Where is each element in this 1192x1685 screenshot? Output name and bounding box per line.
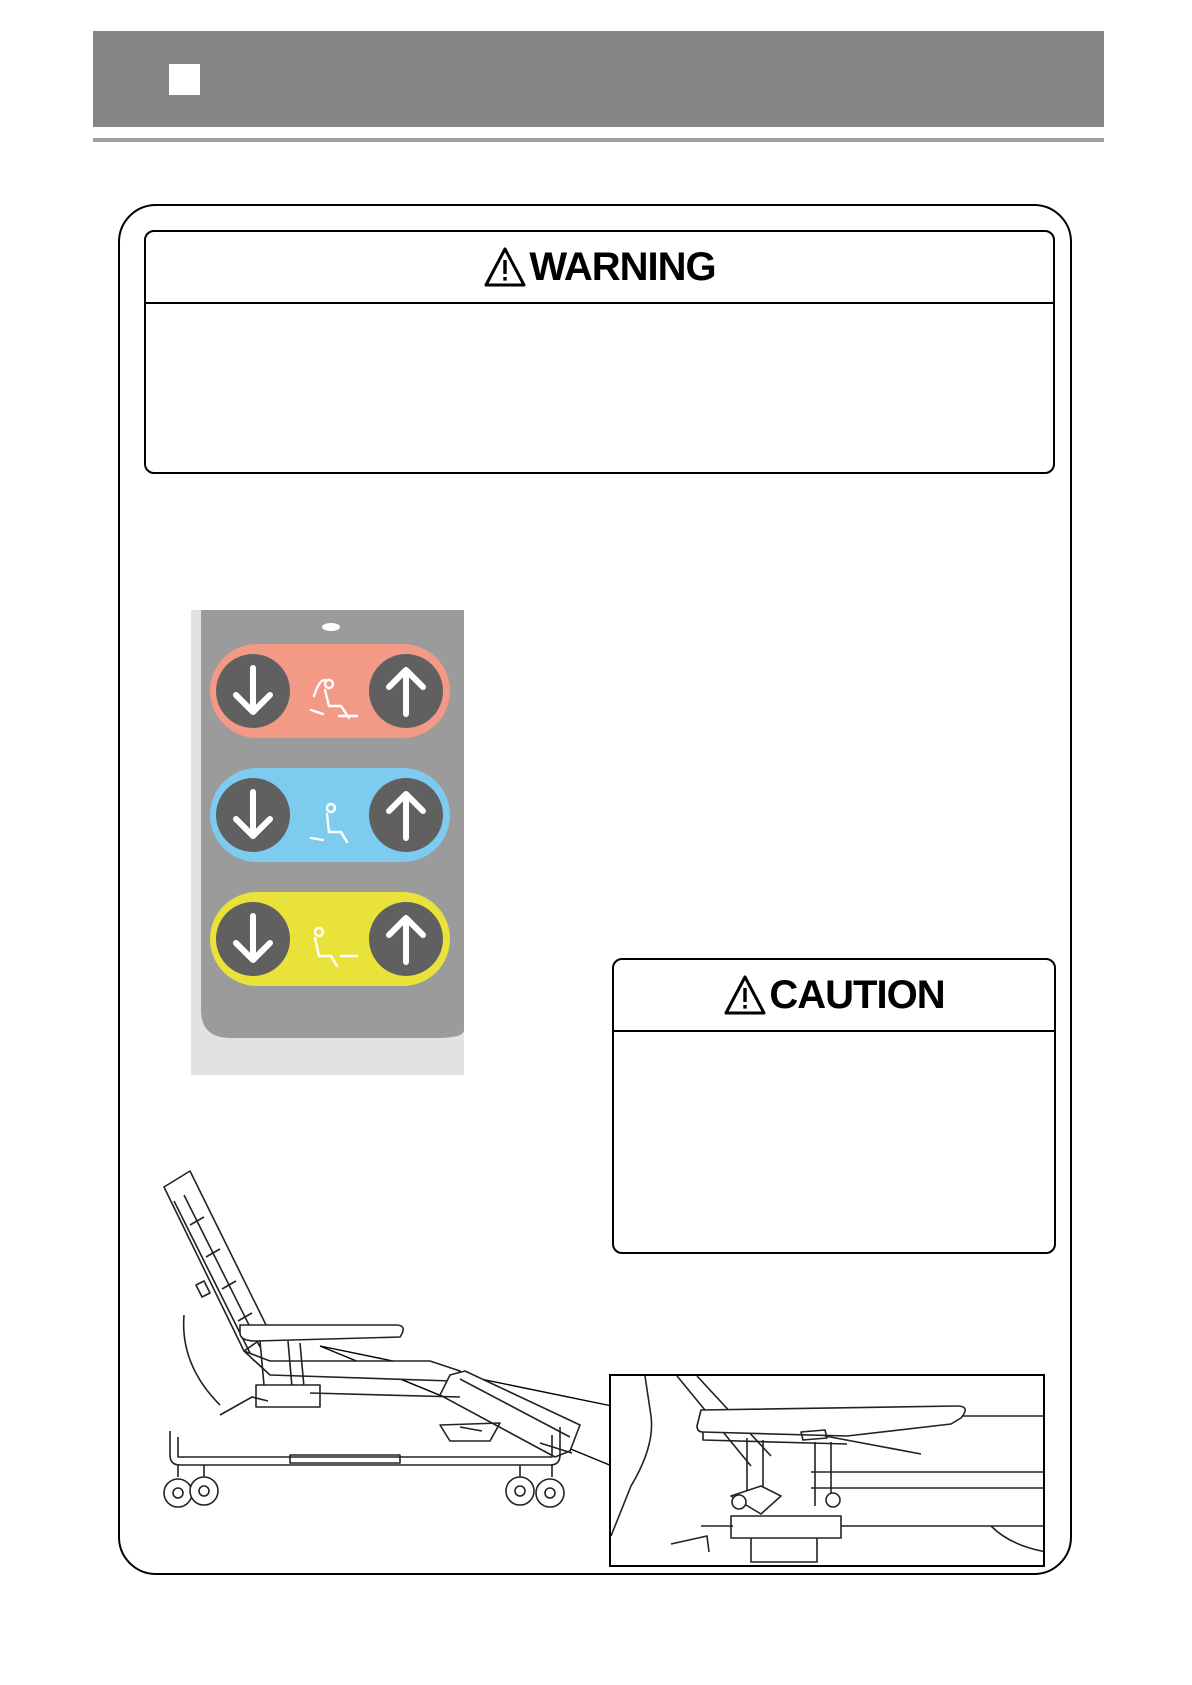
caster-wheel: [164, 1477, 564, 1507]
caution-title-text: CAUTION: [769, 972, 945, 1017]
warning-title-text: WARNING: [529, 244, 716, 289]
reclining-chair-illustration: [160, 1165, 610, 1565]
armrest-detail-illustration: [609, 1374, 1045, 1567]
